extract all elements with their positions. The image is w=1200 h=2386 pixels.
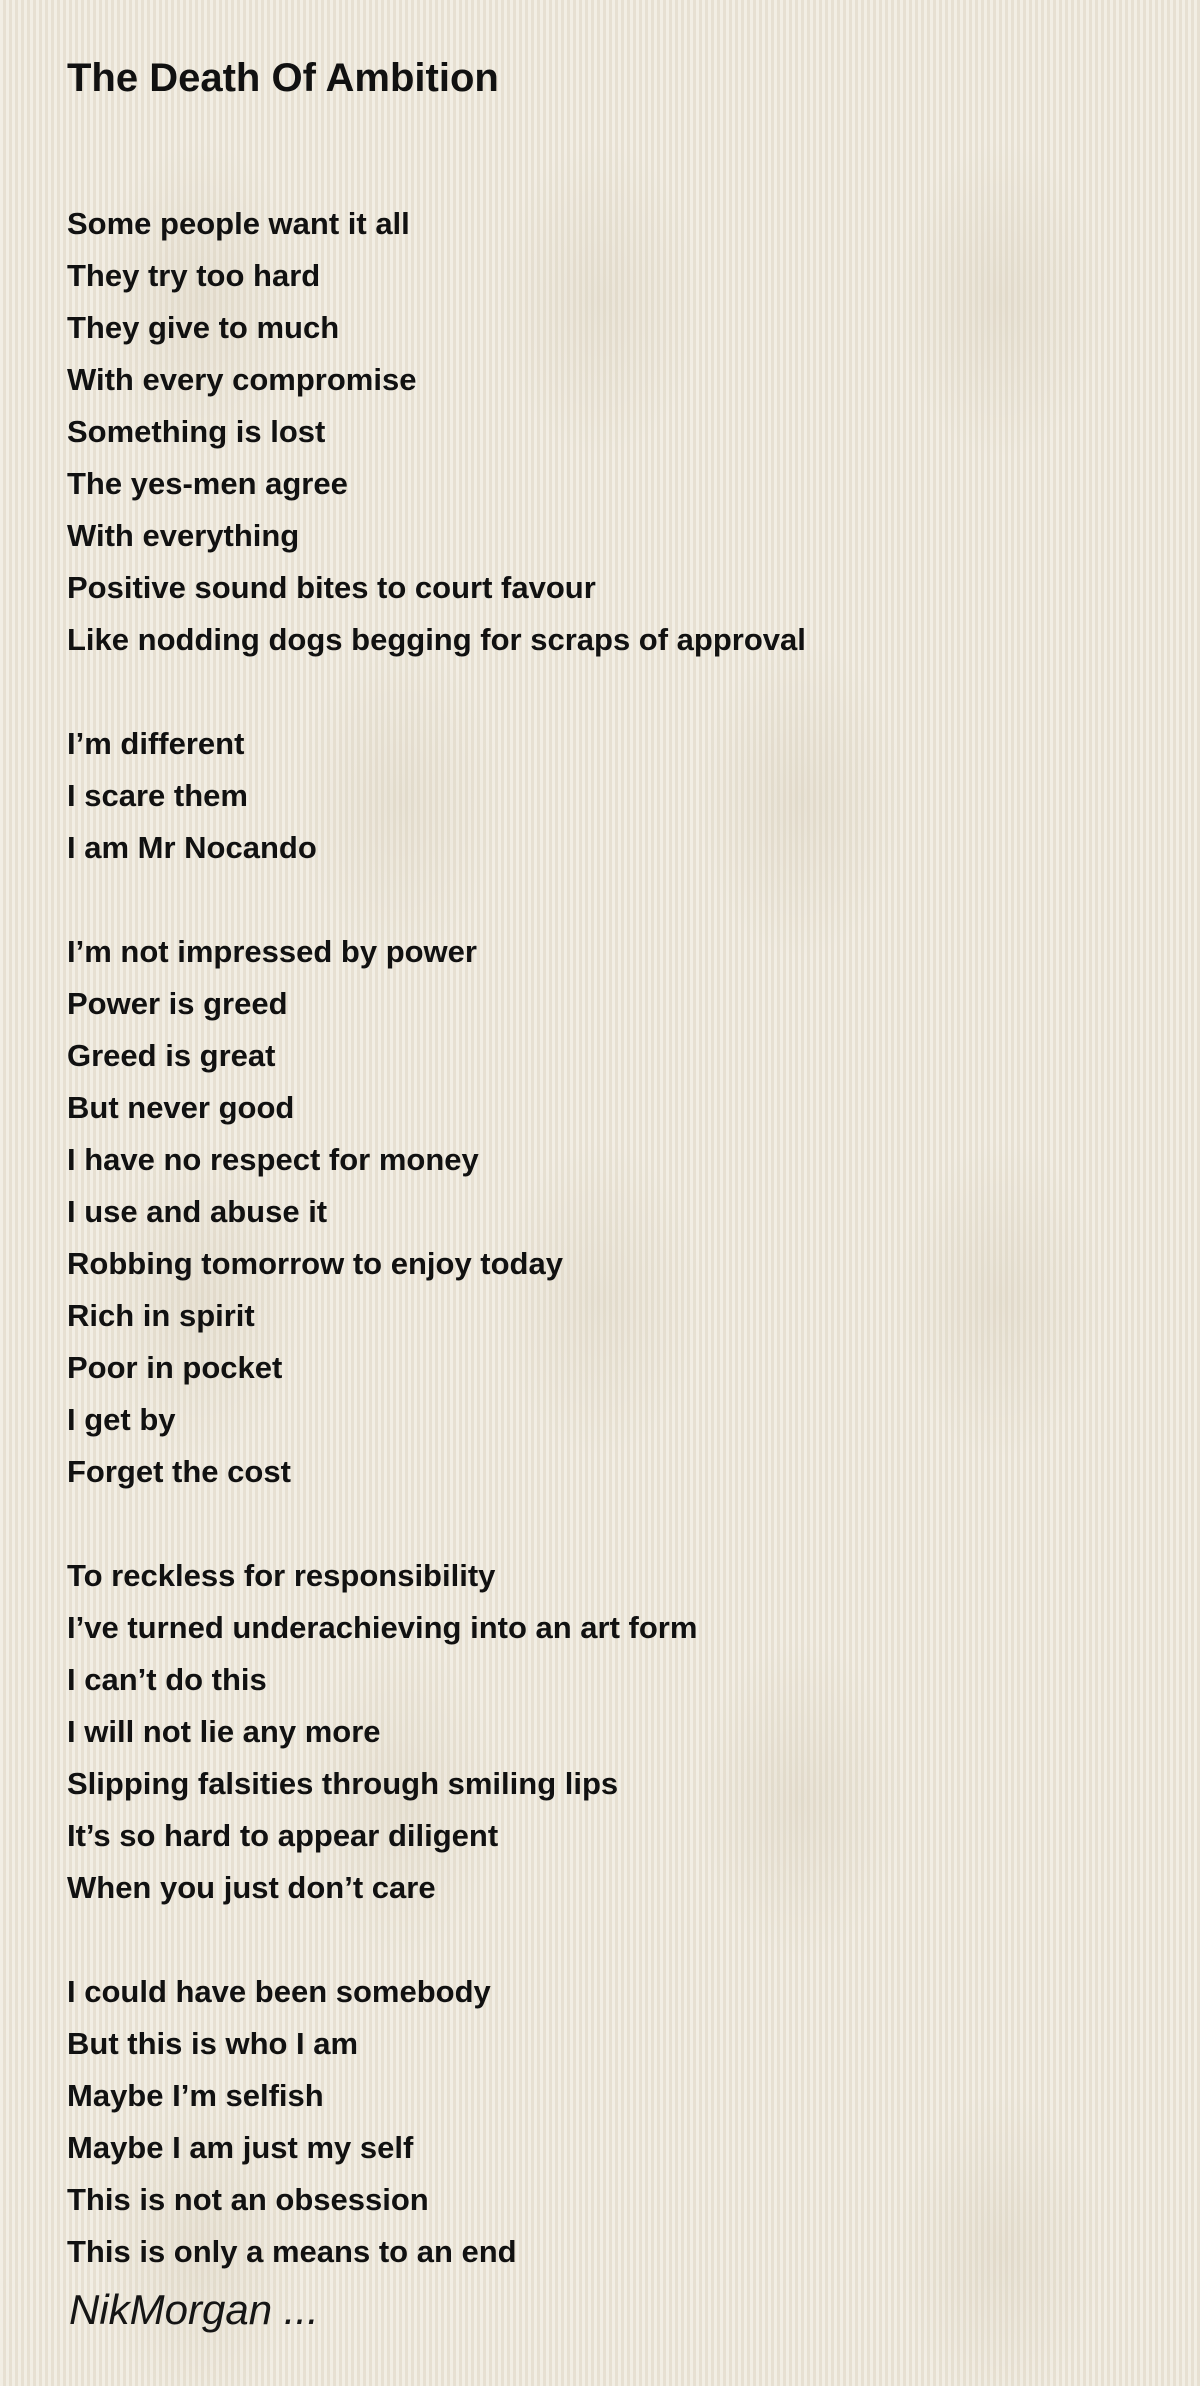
- poem-line: I’m different: [67, 726, 245, 761]
- poem-line: Like nodding dogs begging for scraps of approval: [67, 622, 806, 657]
- poem-line: Rich in spirit: [67, 1298, 255, 1333]
- poem-line: I am Mr Nocando: [67, 830, 317, 865]
- poem-line: Slipping falsities through smiling lips: [67, 1766, 619, 1801]
- stanza: [67, 1966, 1147, 2278]
- poem-line: I could have been somebody: [67, 1974, 491, 2009]
- poem-line: It’s so hard to appear diligent: [67, 1818, 499, 1853]
- stanza: [67, 926, 1147, 1498]
- poem-line: Something is lost: [67, 414, 326, 449]
- stanza: [67, 198, 1147, 666]
- poem-line: Positive sound bites to court favour: [67, 570, 596, 605]
- poem-line: I use and abuse it: [67, 1194, 328, 1229]
- poem-line: I have no respect for money: [67, 1142, 479, 1177]
- poem-line: I scare them: [67, 778, 248, 813]
- poem-line: Forget the cost: [67, 1454, 291, 1489]
- poem-line: I’m not impressed by power: [67, 934, 477, 969]
- stanza: [67, 718, 1147, 874]
- poem-line: Greed is great: [67, 1038, 276, 1073]
- poem-line: I get by: [67, 1402, 176, 1437]
- poem-line: When you just don’t care: [67, 1870, 436, 1905]
- poem-author: NikMorgan ...: [69, 2286, 319, 2333]
- poem-line: Some people want it all: [67, 206, 410, 241]
- poem-line: To reckless for responsibility: [67, 1558, 496, 1593]
- poem-line: They give to much: [67, 310, 340, 345]
- poem-line: With every compromise: [67, 362, 417, 397]
- poem-line: But this is who I am: [67, 2026, 359, 2061]
- poem-line: This is only a means to an end: [67, 2234, 517, 2269]
- poem-line: Maybe I’m selfish: [67, 2078, 324, 2113]
- poem-line: Power is greed: [67, 986, 288, 1021]
- poem-line: This is not an obsession: [67, 2182, 429, 2217]
- poem-line: With everything: [67, 518, 300, 553]
- poem-line: Maybe I am just my self: [67, 2130, 414, 2165]
- poem-line: They try too hard: [67, 258, 321, 293]
- poem-line: Robbing tomorrow to enjoy today: [67, 1246, 563, 1281]
- poem-title: The Death Of Ambition: [67, 56, 499, 100]
- poem-line: I’ve turned underachieving into an art form: [67, 1610, 698, 1645]
- poem: [67, 48, 1147, 2330]
- poem-line: The yes-men agree: [67, 466, 348, 501]
- poem-line: I can’t do this: [67, 1662, 267, 1697]
- poem-line: But never good: [67, 1090, 295, 1125]
- poem-line: Poor in pocket: [67, 1350, 283, 1385]
- stanza: [67, 1550, 1147, 1914]
- poem-body: [67, 198, 1147, 2278]
- poem-line: I will not lie any more: [67, 1714, 381, 1749]
